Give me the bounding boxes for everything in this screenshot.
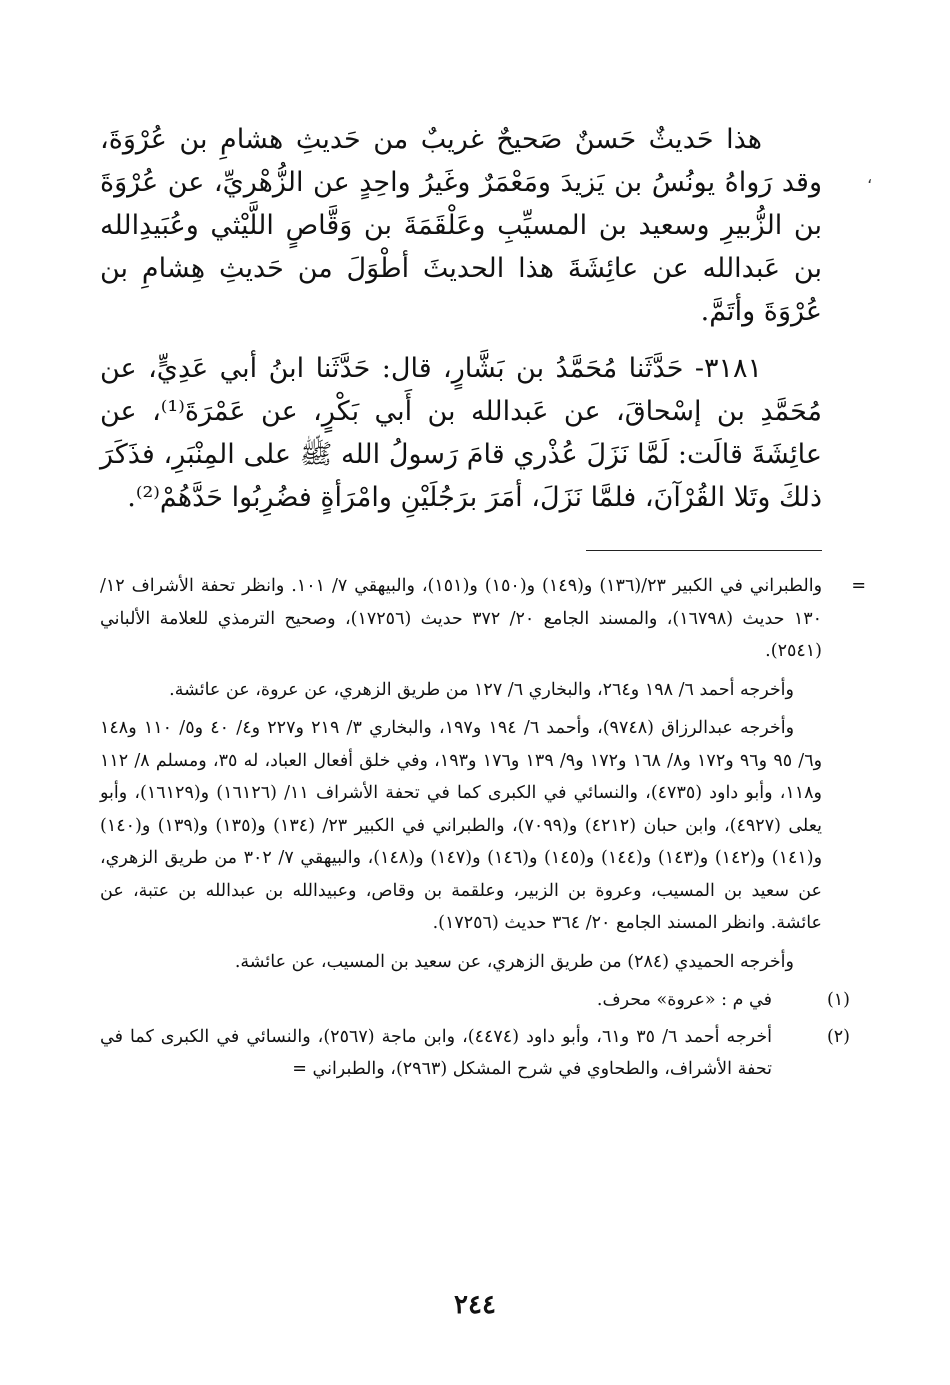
footnote-text: في م : «عروة» محرف.: [596, 990, 772, 1010]
continuation-mark: =: [851, 576, 866, 596]
footnote-number: (٢): [826, 1026, 850, 1047]
main-text: [100, 118, 822, 519]
footnote-2: [100, 1021, 850, 1086]
footnote-continuation: [100, 570, 866, 668]
main-paragraph-2: [100, 347, 822, 519]
footnote-text: أخرجه أحمد ٦/ ٣٥ و٦١، وأبو داود (٤٤٧٤)، وابن ماجة (٢٥٦٧)، والنسائي في الكبرى كما في تحفة الأشراف، والطحاوي في شرح المشكل (٢٩٦٣)، والطبراني: [100, 1026, 772, 1079]
footnote-block-text: والطبراني في الكبير ٢٣/(١٣٦) و(١٤٩) و(١٥٠) و(١٥١)، والبيهقي ٧/ ١٠١. وانظر تحفة الأشراف ١٢/ ١٣٠ حديث (١٦٧٩٨)، والمسند الجامع ٢٠/ ٣٧٢ حديث (١٧٢٥٦)، وصحيح الترمذي للعلامة الألباني (٢٥٤١).: [100, 576, 823, 661]
hadith-text: حَدَّثَنا مُحَمَّدُ بن بَشَّارٍ، قال: حَدَّثَنا ابنُ أبي عَدِيٍّ، عن مُحَمَّدِ بن إسْحاقَ، عن عَبدالله بن أَبي بَكْرٍ، عن عَمْرَةَ⁽¹⁾، عن عائِشَةَ قالَت: لَمَّا نَزَلَ عُذْري قامَ رَسولُ الله ﷺ على المِنْبَرِ، فذَكَرَ ذلكَ وتَلا القُرْآنَ، فلمَّا نَزَلَ، أمَرَ برَجُلَيْنِ وامْرَأةٍ فضُرِبُوا حَدَّهُمْ⁽²⁾.: [100, 353, 822, 513]
footnote-block: وأخرجه عبدالرزاق (٩٧٤٨)، وأحمد ٦/ ١٩٤ و١٩٧، والبخاري ٣/ ٢١٩ و٢٢٧ و٤/ ٤٠ و٥/ ١١٠ و١٤٨ و٦/ ٩٥ و٩٦ و١٧٢ و٨/ ١٦٨ و١٧٢ و٩/ ١٣٩ و١٧٦ و١٩٣، وفي خلق أفعال العباد، له ٣٥، ومسلم ٨/ ١١٢ و١١٨، وأبو داود (٤٧٣٥)، والنسائي في الكبرى كما في تحفة الأشراف ١١/ (١٦١٢٦) و(١٦١٢٩)، وأبو يعلى (٤٩٢٧)، وابن حبان (٤٢١٢) و(٧٠٩٩)، والطبراني في الكبير ٢٣/ (١٣٤) و(١٣٥) و(١٣٩) و(١٤٠) و(١٤١) و(١٤٢) و(١٤٣) و(١٤٤) و(١٤٥) و(١٤٦) و(١٤٧) و(١٤٨)، والبيهقي ٧/ ٣٠٢ من طريق الزهري، عن سعيد بن المسيب، وعروة بن الزبير، وعلقمة بن وقاص، وعبيدالله بن عبدالله بن عتبة، عن عائشة. وانظر المسند الجامع ٢٠/ ٣٦٤ حديث (١٧٢٥٦).: [100, 718, 823, 933]
stray-mark: ،: [867, 168, 873, 187]
footnote-end-mark: =: [292, 1059, 307, 1079]
footnote-separator: [586, 550, 822, 551]
footnotes: [100, 570, 866, 1090]
page-content: [100, 118, 866, 1079]
footnote-1: [100, 984, 850, 1017]
footnote-number: (١): [826, 990, 850, 1010]
footnote-block: وأخرجه أحمد ٦/ ١٩٨ و٢٦٤، والبخاري ٦/ ١٢٧ من طريق الزهري، عن عروة، عن عائشة.: [169, 679, 794, 700]
page-number: ٢٤٤: [454, 1290, 496, 1320]
main-paragraph-1: هذا حَديثٌ حَسنٌ صَحيحٌ غريبٌ من حَديثِ هشامِ بن عُرْوَةَ، وقد رَواهُ يونُسُ بن يَزيدَ ومَعْمَرٌ وغَيرُ واحِدٍ عن الزُّهْريِّ، عن عُرْوَةَ بن الزُّبيرِ وسعيد بن المسيِّبِ وعَلْقَمَةَ بن وَقَّاصٍ اللَّيْثي وعُبَيدِالله بن عَبدالله عن عائِشَةَ هذا الحديثَ أطْوَلَ من حَديثِ هِشامِ بن عُرْوَةَ وأتَمَّ.: [100, 124, 822, 327]
footnote-block: وأخرجه الحميدي (٢٨٤) من طريق الزهري، عن سعيد بن المسيب، عن عائشة.: [234, 951, 794, 972]
hadith-number: ٣١٨١-: [694, 353, 762, 384]
